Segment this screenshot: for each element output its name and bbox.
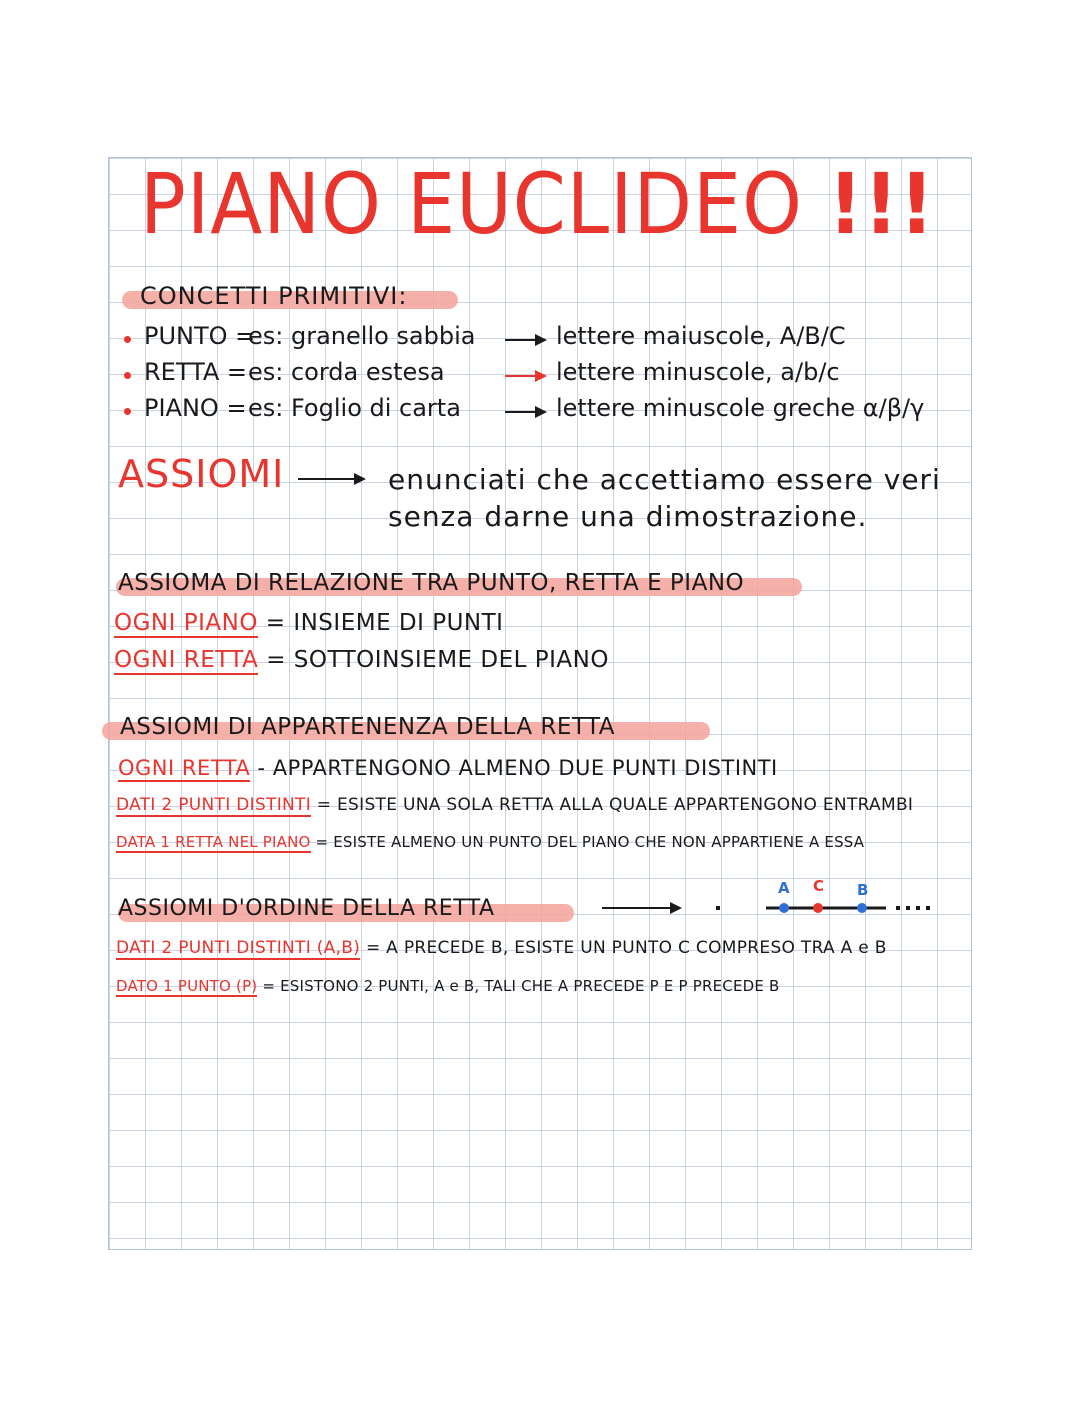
arrow-punto <box>505 339 543 341</box>
arrow-retta <box>505 375 543 377</box>
point-b <box>857 903 867 913</box>
primitivo-piano-label: PIANO = <box>144 394 247 422</box>
bullet-piano <box>124 408 131 415</box>
primitivo-retta-label: RETTA = <box>144 358 248 386</box>
grid-paper <box>108 157 972 1250</box>
primitivo-punto-label: PUNTO = <box>144 322 256 350</box>
relazione-heading: ASSIOMA DI RELAZIONE TRA PUNTO, RETTA E PIANO <box>118 570 745 596</box>
primitivo-retta-result: lettere minuscole, a/b/c <box>556 358 840 386</box>
appartenenza-ogni-retta: OGNI RETTA <box>118 756 251 780</box>
relazione-insieme-punti: = INSIEME DI PUNTI <box>265 610 504 636</box>
title-text: PIANO EUCLIDEO <box>140 155 803 253</box>
primitivo-retta-example: es: corda estesa <box>248 358 445 386</box>
relazione-ogni-piano: OGNI PIANO <box>114 610 258 636</box>
appartenenza-due-punti: - APPARTENGONO ALMENO DUE PUNTI DISTINTI <box>257 756 778 780</box>
ordine-esistono-2-punti: = ESISTONO 2 PUNTI, A e B, TALI CHE A PRECEDE P E P PRECEDE B <box>262 977 780 995</box>
ordine-dati-2-punti: DATI 2 PUNTI DISTINTI (A,B) <box>116 938 361 958</box>
retta-diagram <box>716 878 936 918</box>
appartenenza-heading: ASSIOMI DI APPARTENENZA DELLA RETTA <box>120 714 616 740</box>
page-title <box>140 155 935 253</box>
primitivo-piano-result: lettere minuscole greche α/β/γ <box>556 394 925 422</box>
ordine-a-precede-b: = A PRECEDE B, ESISTE UN PUNTO C COMPRESO TRA A e B <box>365 938 887 958</box>
label-b: B <box>857 881 869 899</box>
assiomi-definition-2: senza darne una dimostrazione. <box>388 500 868 533</box>
label-c: C <box>813 877 825 895</box>
primitivo-piano-example: es: Foglio di carta <box>248 394 461 422</box>
appartenenza-dati-2-punti: DATI 2 PUNTI DISTINTI <box>116 795 312 815</box>
assiomi-definition-1: enunciati che accettiamo essere veri <box>388 463 941 496</box>
arrow-assiomi <box>298 478 362 480</box>
bullet-retta <box>124 372 131 379</box>
primitivo-punto-result: lettere maiuscole, A/B/C <box>556 322 846 350</box>
arrow-piano <box>505 411 543 413</box>
label-a: A <box>778 879 790 897</box>
relazione-sottoinsieme: = SOTTOINSIEME DEL PIANO <box>266 647 609 673</box>
primitivi-heading: CONCETTI PRIMITIVI: <box>140 282 408 310</box>
assiomi-heading: ASSIOMI <box>118 452 285 496</box>
point-c <box>813 903 823 913</box>
appartenenza-almeno-un-punto: = ESISTE ALMENO UN PUNTO DEL PIANO CHE NON APPARTIENE A ESSA <box>315 833 865 851</box>
point-a <box>779 903 789 913</box>
title-exclamation: !!! <box>828 155 936 253</box>
bullet-punto <box>124 336 131 343</box>
ordine-dato-1-punto: DATO 1 PUNTO (P) <box>116 977 258 995</box>
relazione-ogni-retta: OGNI RETTA <box>114 647 259 673</box>
primitivo-punto-example: es: granello sabbia <box>248 322 476 350</box>
arrow-ordine <box>602 907 678 909</box>
appartenenza-data-1-retta: DATA 1 RETTA NEL PIANO <box>116 833 311 851</box>
ordine-heading: ASSIOMI D'ORDINE DELLA RETTA <box>118 896 495 921</box>
appartenenza-una-sola-retta: = ESISTE UNA SOLA RETTA ALLA QUALE APPARTENGONO ENTRAMBI <box>316 795 914 815</box>
